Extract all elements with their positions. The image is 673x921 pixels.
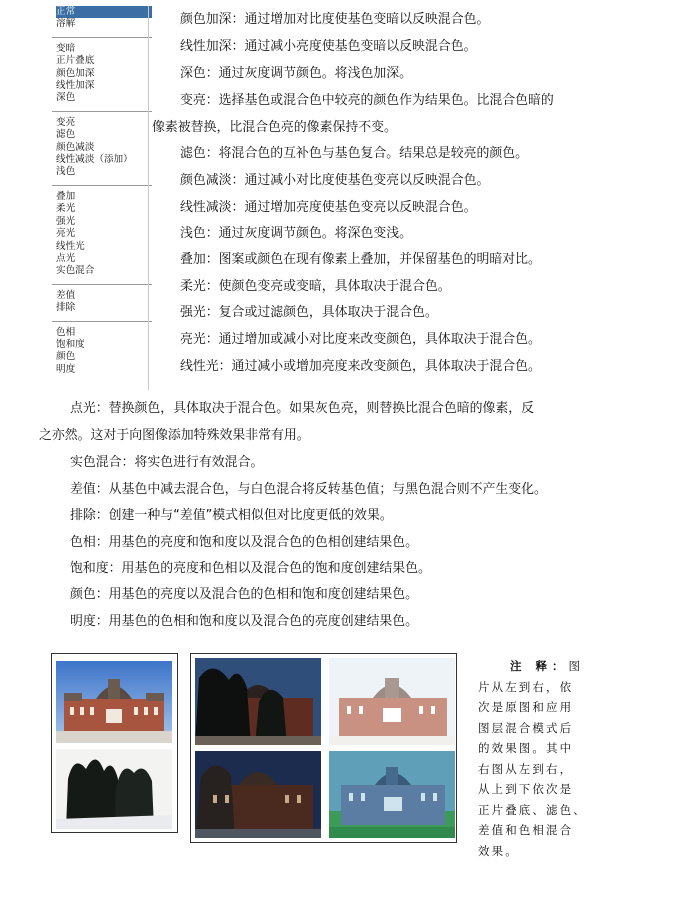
blend-mode-item[interactable]: 柔光 [56,203,76,215]
blend-mode-item[interactable]: 颜色加深 [56,67,95,79]
multiply-result-photo [195,658,321,745]
blend-mode-item[interactable]: 饱和度 [56,338,85,350]
menu-separator [52,111,152,112]
blend-mode-item[interactable]: 正片叠底 [56,55,95,67]
figure-note [478,656,590,861]
blend-mode-item[interactable]: 变暗 [56,42,76,54]
text-line: 差值：从基色中减去混合色，与白色混合将反转基色值；与黑色混合则不产生变化。 [70,482,547,497]
text-line: 变亮：选择基色或混合色中较亮的颜色作为结果色。比混合色暗的 [180,93,554,108]
note-line: 图层混合模式后 [478,720,574,735]
blend-mode-item[interactable]: 差值 [56,289,76,301]
blend-mode-item[interactable]: 线性光 [56,240,85,252]
note-line: 正片叠底、滤色、 [478,802,587,817]
note-label: 注 释： [510,659,569,673]
text-line: 色相：用基色的亮度和饱和度以及混合色的色相创建结果色。 [70,535,419,550]
text-line: 浅色：通过灰度调节颜色。将深色变浅。 [180,226,413,241]
blend-mode-item[interactable]: 线性加深 [56,80,95,92]
text-line: 叠加：图案或颜色在现有像素上叠加，并保留基色的明暗对比。 [180,252,541,267]
note-line: 右图从左到右， [478,761,574,776]
menu-separator [52,284,152,285]
text-line: 排除：创建一种与“差值”模式相似但对比度更低的效果。 [70,508,393,523]
building-photo [56,661,172,743]
text-line: 实色混合：将实色进行有效混合。 [70,455,264,470]
note-line: 差值和色相混合 [478,823,574,837]
menu-group [52,117,152,179]
text-line: 线性减淡：通过增加亮度使基色变亮以反映混合色。 [180,200,477,215]
text-line: 像素被替换，比混合色亮的像素保持不变。 [152,120,397,135]
note-line: 次是原图和应用 [478,700,574,714]
blend-mode-item[interactable]: 排除 [56,302,76,314]
hue-result-photo [329,751,455,838]
text-line: 亮光：通过增加或减小对比度来改变颜色，具体取决于混合色。 [180,332,541,347]
menu-separator [52,37,152,38]
blend-mode-item[interactable]: 实色混合 [56,265,95,277]
note-line: 图 [568,659,583,673]
blend-mode-item[interactable]: 颜色减淡 [56,141,95,153]
text-line: 点光：替换颜色，具体取决于混合色。如果灰色亮，则替换比混合色暗的像素，反 [70,401,535,416]
blend-mode-item[interactable]: 叠加 [56,190,76,202]
original-images-frame [51,653,178,833]
blend-mode-item[interactable]: 变亮 [56,116,76,128]
text-line: 饱和度：用基色的亮度和色相以及混合色的饱和度创建结果色。 [70,561,431,576]
screen-result-photo [329,658,455,745]
blend-mode-item[interactable]: 明度 [56,363,76,375]
note-line: 效果。 [478,843,519,858]
text-line: 之亦然。这对于向图像添加特殊效果非常有用。 [39,428,310,443]
menu-separator [52,185,152,186]
text-line: 滤色：将混合色的互补色与基色复合。结果总是较亮的颜色。 [180,146,529,161]
blend-mode-item[interactable]: 颜色 [56,351,76,363]
blend-mode-item[interactable]: 色相 [56,326,76,338]
blend-mode-item[interactable]: 线性减淡（添加） [56,154,133,166]
blend-mode-item[interactable]: 溶解 [56,18,76,30]
note-line: 从上到下依次是 [478,782,574,796]
menu-group [52,6,152,31]
text-line: 颜色减淡：通过减小对比度使基色变亮以反映混合色。 [180,173,490,188]
menu-group [52,327,152,377]
menu-separator [52,321,152,322]
note-line: 片从左到右，依 [478,679,574,694]
blend-mode-item[interactable]: 深色 [56,92,76,104]
difference-result-photo [195,751,321,838]
text-line: 线性光：通过减小或增加亮度来改变颜色，具体取决于混合色。 [180,359,541,374]
note-line: 的效果图。其中 [478,741,574,755]
text-line: 颜色：用基色的亮度以及混合色的色相和饱和度创建结果色。 [70,587,419,602]
blend-mode-item[interactable]: 滤色 [56,129,76,141]
text-line: 柔光：使颜色变亮或变暗，具体取决于混合色。 [180,279,451,294]
blend-results-frame [190,653,457,843]
menu-divider [148,6,149,390]
menu-group [52,43,152,105]
menu-group [52,290,152,315]
text-line: 深色：通过灰度调节颜色。将浅色加深。 [180,66,413,81]
text-line: 线性加深：通过减小亮度使基色变暗以反映混合色。 [180,39,477,54]
text-line: 强光：复合或过滤颜色，具体取决于混合色。 [180,305,438,320]
text-line: 颜色加深：通过增加对比度使基色变暗以反映混合色。 [180,12,490,27]
menu-group [52,191,152,278]
trees-photo [56,749,172,829]
blend-mode-item[interactable]: 点光 [56,252,76,264]
blend-mode-menu [52,6,152,390]
blend-mode-item[interactable]: 强光 [56,215,76,227]
blend-mode-item[interactable]: 亮光 [56,228,76,240]
blend-mode-item[interactable]: 正常 [56,6,152,18]
menu-groups [52,6,152,376]
text-line: 明度：用基色的色相和饱和度以及混合色的亮度创建结果色。 [70,614,419,629]
blend-mode-item[interactable]: 浅色 [56,166,76,178]
